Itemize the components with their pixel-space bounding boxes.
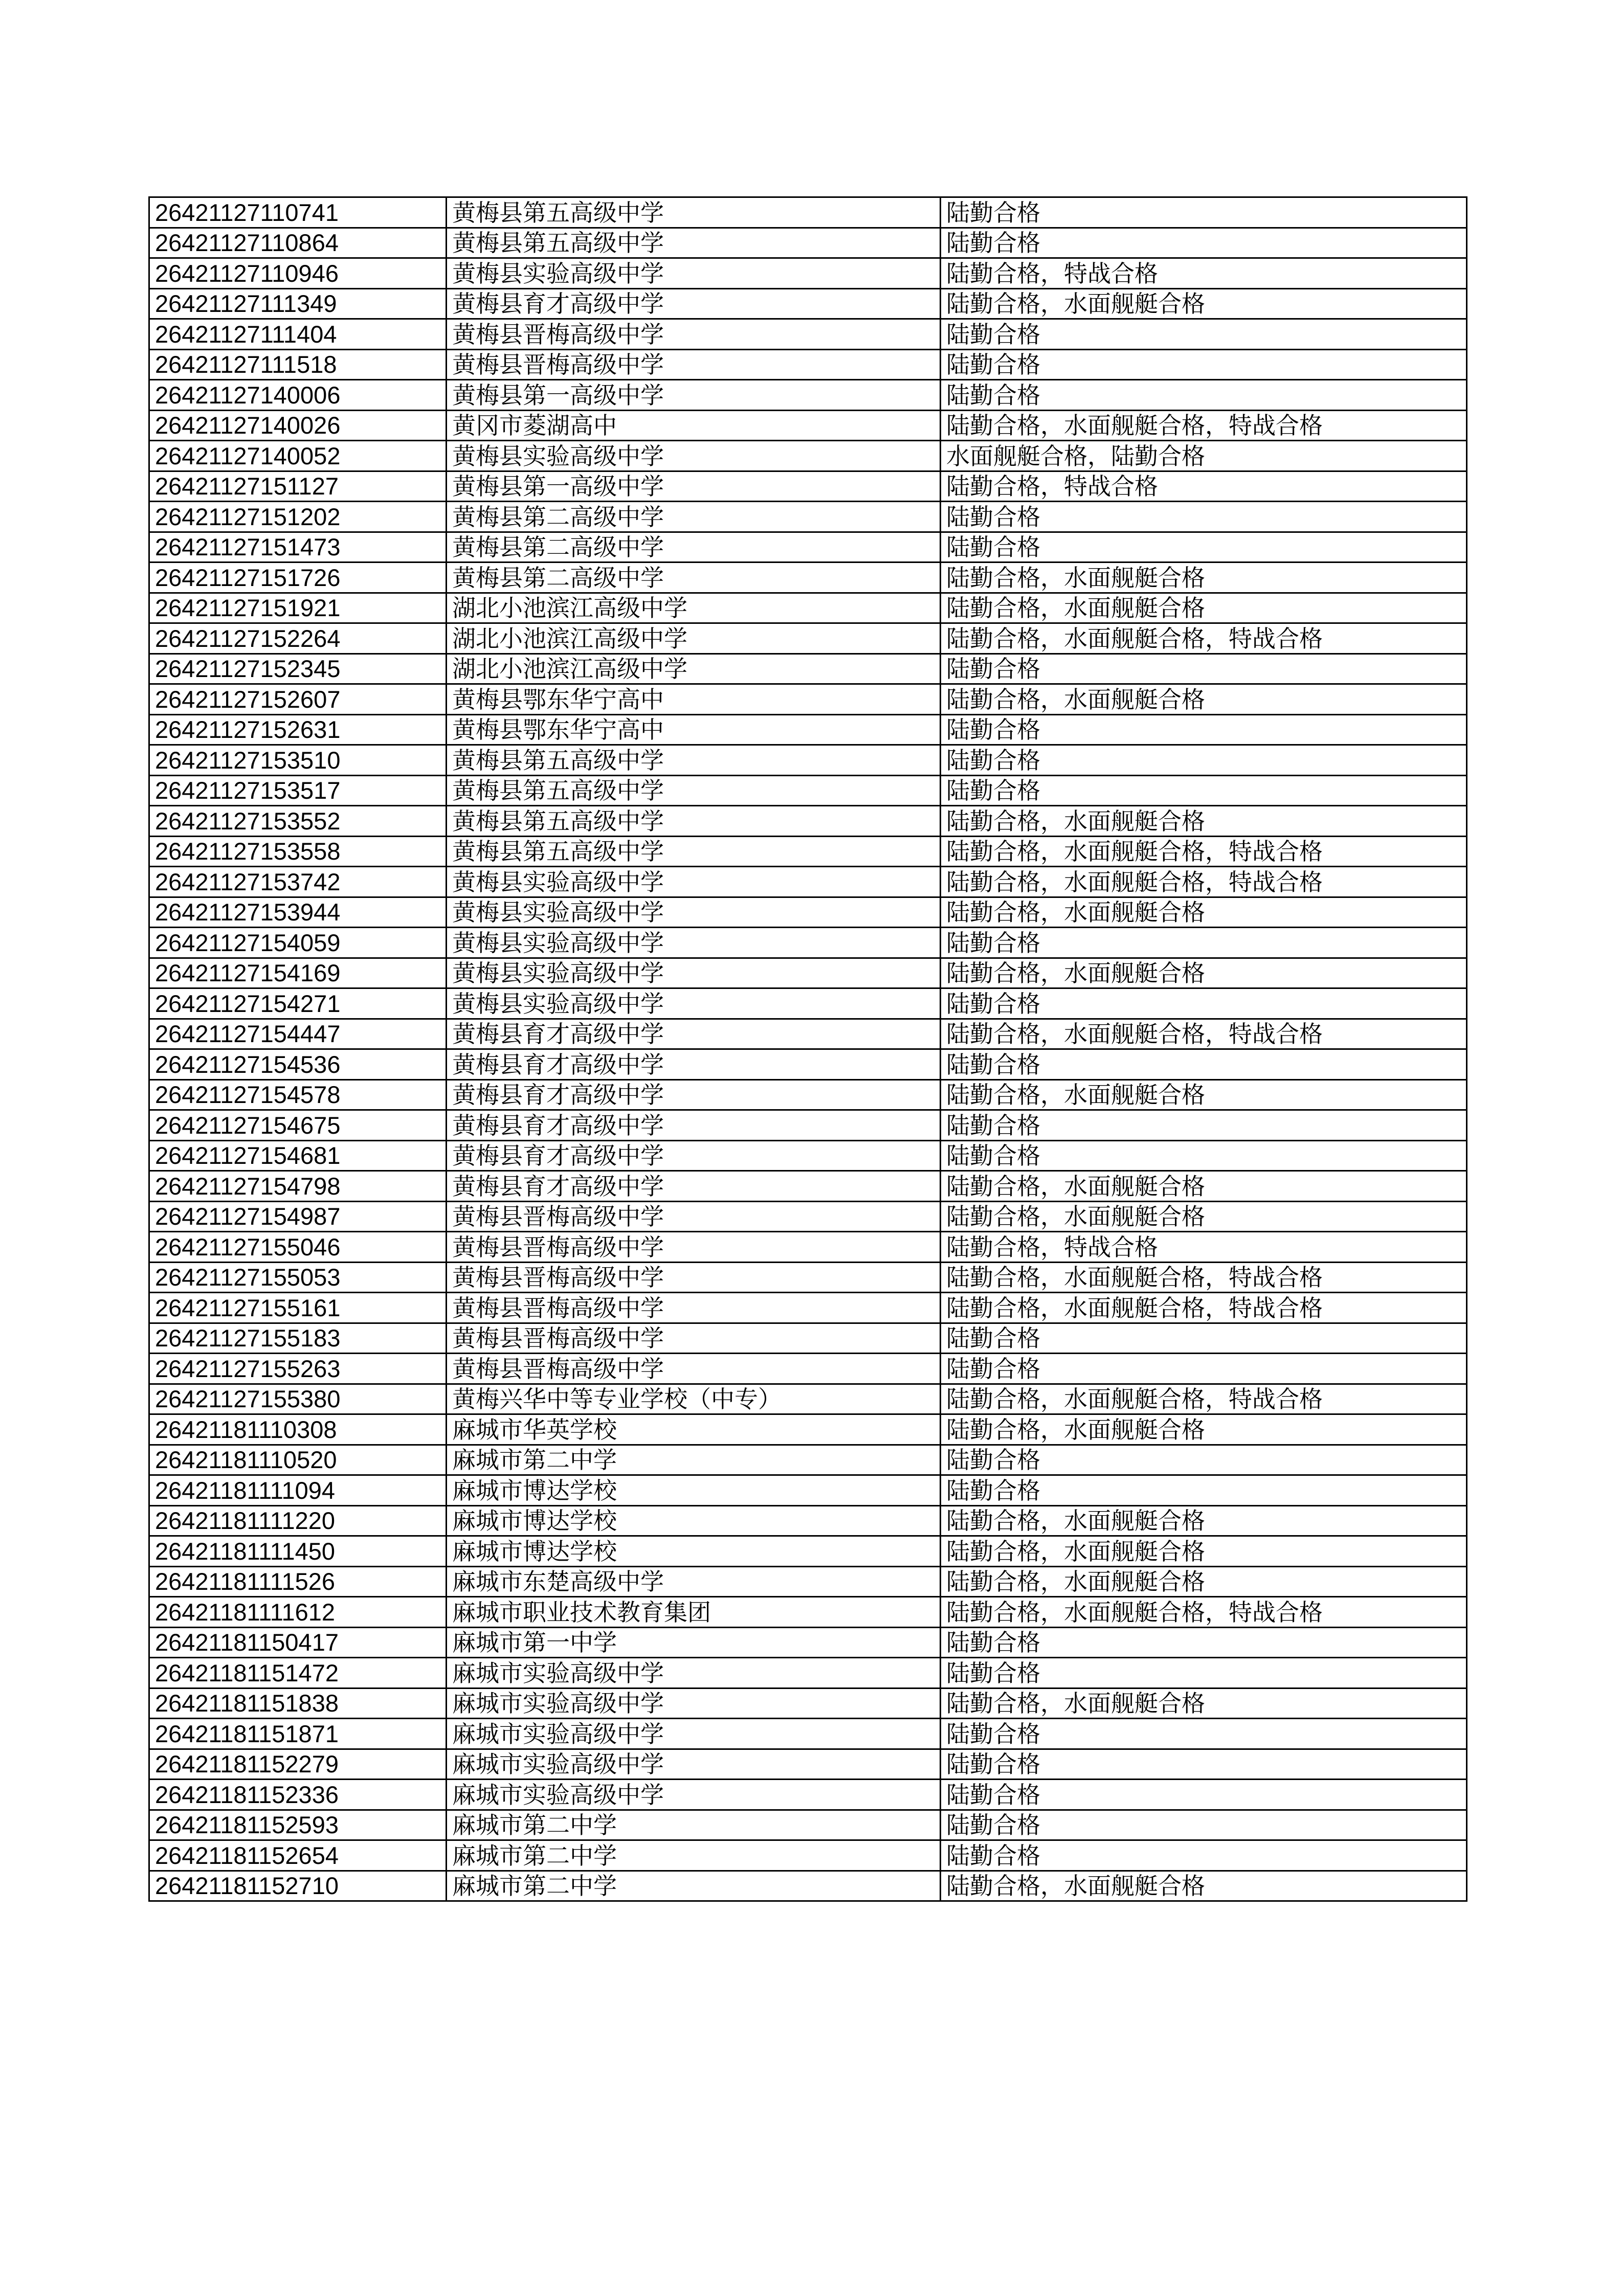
table-row xyxy=(149,806,1467,837)
table-row xyxy=(149,410,1467,441)
school-name-cell: 黄梅县实验高级中学 xyxy=(447,441,941,471)
candidate-id-cell: 26421127151921 xyxy=(149,593,447,623)
table-row xyxy=(149,1293,1467,1323)
school-name-cell: 湖北小池滨江高级中学 xyxy=(447,623,941,654)
result-cell: 陆勤合格 xyxy=(941,1719,1467,1749)
school-name-cell: 黄梅县晋梅高级中学 xyxy=(447,1293,941,1323)
table-row xyxy=(149,1384,1467,1414)
table-row xyxy=(149,1079,1467,1110)
table-row xyxy=(149,836,1467,867)
table-row xyxy=(149,1566,1467,1597)
result-cell: 陆勤合格 xyxy=(941,532,1467,562)
result-cell: 陆勤合格，水面舰艇合格，特战合格 xyxy=(941,1293,1467,1323)
table-row xyxy=(149,349,1467,380)
result-cell: 陆勤合格 xyxy=(941,502,1467,532)
candidate-id-cell: 26421127154681 xyxy=(149,1140,447,1171)
table-row xyxy=(149,1140,1467,1171)
table-row xyxy=(149,532,1467,562)
result-cell: 陆勤合格，水面舰艇合格 xyxy=(941,1566,1467,1597)
candidate-id-cell: 26421127155046 xyxy=(149,1232,447,1263)
school-name-cell: 麻城市实验高级中学 xyxy=(447,1658,941,1689)
result-cell: 陆勤合格，水面舰艇合格 xyxy=(941,1688,1467,1719)
school-name-cell: 黄梅县鄂东华宁高中 xyxy=(447,684,941,715)
school-name-cell: 麻城市第二中学 xyxy=(447,1871,941,1901)
result-cell: 陆勤合格 xyxy=(941,745,1467,776)
candidate-id-cell: 26421181111220 xyxy=(149,1505,447,1536)
result-cell: 陆勤合格 xyxy=(941,775,1467,806)
school-name-cell: 麻城市实验高级中学 xyxy=(447,1719,941,1749)
school-name-cell: 黄冈市菱湖高中 xyxy=(447,410,941,441)
table-row xyxy=(149,745,1467,776)
table-row xyxy=(149,1110,1467,1141)
school-name-cell: 黄梅县育才高级中学 xyxy=(447,1079,941,1110)
candidate-id-cell: 26421127153558 xyxy=(149,836,447,867)
result-cell: 陆勤合格，水面舰艇合格，特战合格 xyxy=(941,867,1467,897)
table-row xyxy=(149,1597,1467,1628)
candidate-id-cell: 26421127111349 xyxy=(149,288,447,319)
results-table xyxy=(148,196,1467,1902)
candidate-id-cell: 26421127152631 xyxy=(149,714,447,745)
school-name-cell: 麻城市博达学校 xyxy=(447,1536,941,1567)
candidate-id-cell: 26421181152336 xyxy=(149,1780,447,1810)
candidate-id-cell: 26421127152345 xyxy=(149,654,447,684)
table-row xyxy=(149,1323,1467,1354)
school-name-cell: 麻城市实验高级中学 xyxy=(447,1688,941,1719)
table-row xyxy=(149,502,1467,532)
candidate-id-cell: 26421127110946 xyxy=(149,258,447,289)
candidate-id-cell: 26421127140052 xyxy=(149,441,447,471)
table-row xyxy=(149,714,1467,745)
candidate-id-cell: 26421127110741 xyxy=(149,197,447,228)
table-row xyxy=(149,258,1467,289)
result-cell: 陆勤合格，水面舰艇合格，特战合格 xyxy=(941,836,1467,867)
candidate-id-cell: 26421127153552 xyxy=(149,806,447,837)
school-name-cell: 黄梅县第二高级中学 xyxy=(447,532,941,562)
table-row xyxy=(149,867,1467,897)
candidate-id-cell: 26421127154987 xyxy=(149,1201,447,1232)
table-row xyxy=(149,1536,1467,1567)
result-cell: 陆勤合格，水面舰艇合格 xyxy=(941,288,1467,319)
school-name-cell: 麻城市第二中学 xyxy=(447,1445,941,1475)
school-name-cell: 麻城市博达学校 xyxy=(447,1475,941,1506)
school-name-cell: 麻城市职业技术教育集团 xyxy=(447,1597,941,1628)
school-name-cell: 麻城市博达学校 xyxy=(447,1505,941,1536)
school-name-cell: 黄梅县育才高级中学 xyxy=(447,288,941,319)
candidate-id-cell: 26421127154169 xyxy=(149,958,447,988)
result-cell: 陆勤合格 xyxy=(941,1810,1467,1840)
candidate-id-cell: 26421127140006 xyxy=(149,380,447,411)
candidate-id-cell: 26421127155263 xyxy=(149,1354,447,1384)
table-row xyxy=(149,623,1467,654)
table-row xyxy=(149,562,1467,593)
candidate-id-cell: 26421127151202 xyxy=(149,502,447,532)
table-row xyxy=(149,958,1467,988)
school-name-cell: 黄梅县晋梅高级中学 xyxy=(447,319,941,350)
candidate-id-cell: 26421127140026 xyxy=(149,410,447,441)
result-cell: 陆勤合格，水面舰艇合格，特战合格 xyxy=(941,1262,1467,1293)
result-cell: 陆勤合格，水面舰艇合格 xyxy=(941,562,1467,593)
result-cell: 陆勤合格 xyxy=(941,228,1467,258)
school-name-cell: 黄梅县鄂东华宁高中 xyxy=(447,714,941,745)
table-row xyxy=(149,197,1467,228)
candidate-id-cell: 26421127153944 xyxy=(149,897,447,928)
candidate-id-cell: 26421127151127 xyxy=(149,471,447,502)
result-cell: 陆勤合格，水面舰艇合格 xyxy=(941,1079,1467,1110)
candidate-id-cell: 26421127154536 xyxy=(149,1049,447,1080)
table-row xyxy=(149,1505,1467,1536)
school-name-cell: 黄梅县第一高级中学 xyxy=(447,380,941,411)
candidate-id-cell: 26421127154798 xyxy=(149,1171,447,1202)
school-name-cell: 黄梅县第五高级中学 xyxy=(447,197,941,228)
table-row xyxy=(149,1658,1467,1689)
candidate-id-cell: 26421181151472 xyxy=(149,1658,447,1689)
school-name-cell: 麻城市第二中学 xyxy=(447,1840,941,1871)
candidate-id-cell: 26421181151871 xyxy=(149,1719,447,1749)
table-row xyxy=(149,775,1467,806)
table-row xyxy=(149,319,1467,350)
result-cell: 陆勤合格，水面舰艇合格，特战合格 xyxy=(941,1019,1467,1049)
result-cell: 陆勤合格，水面舰艇合格，特战合格 xyxy=(941,410,1467,441)
table-row xyxy=(149,1354,1467,1384)
candidate-id-cell: 26421181111450 xyxy=(149,1536,447,1567)
candidate-id-cell: 26421127154578 xyxy=(149,1079,447,1110)
result-cell: 陆勤合格 xyxy=(941,654,1467,684)
table-row xyxy=(149,441,1467,471)
candidate-id-cell: 26421127155380 xyxy=(149,1384,447,1414)
table-row xyxy=(149,1627,1467,1658)
result-cell: 陆勤合格 xyxy=(941,1627,1467,1658)
table-row xyxy=(149,471,1467,502)
school-name-cell: 黄梅县育才高级中学 xyxy=(447,1049,941,1080)
result-cell: 陆勤合格，水面舰艇合格 xyxy=(941,684,1467,715)
candidate-id-cell: 26421181111526 xyxy=(149,1566,447,1597)
candidate-id-cell: 26421127155161 xyxy=(149,1293,447,1323)
candidate-id-cell: 26421127110864 xyxy=(149,228,447,258)
result-cell: 陆勤合格 xyxy=(941,1658,1467,1689)
school-name-cell: 黄梅兴华中等专业学校（中专） xyxy=(447,1384,941,1414)
school-name-cell: 黄梅县第二高级中学 xyxy=(447,562,941,593)
school-name-cell: 麻城市第一中学 xyxy=(447,1627,941,1658)
result-cell: 陆勤合格 xyxy=(941,197,1467,228)
school-name-cell: 黄梅县晋梅高级中学 xyxy=(447,1262,941,1293)
candidate-id-cell: 26421181110520 xyxy=(149,1445,447,1475)
school-name-cell: 黄梅县育才高级中学 xyxy=(447,1110,941,1141)
school-name-cell: 麻城市东楚高级中学 xyxy=(447,1566,941,1597)
result-cell: 陆勤合格 xyxy=(941,1840,1467,1871)
table-row xyxy=(149,1871,1467,1901)
result-cell: 陆勤合格，水面舰艇合格 xyxy=(941,1536,1467,1567)
result-cell: 陆勤合格，水面舰艇合格，特战合格 xyxy=(941,1597,1467,1628)
candidate-id-cell: 26421127152264 xyxy=(149,623,447,654)
result-cell: 陆勤合格，水面舰艇合格 xyxy=(941,1171,1467,1202)
result-cell: 陆勤合格 xyxy=(941,1445,1467,1475)
candidate-id-cell: 26421127111404 xyxy=(149,319,447,350)
school-name-cell: 黄梅县晋梅高级中学 xyxy=(447,349,941,380)
result-cell: 陆勤合格，水面舰艇合格 xyxy=(941,1414,1467,1445)
table-row xyxy=(149,1719,1467,1749)
result-cell: 陆勤合格 xyxy=(941,1780,1467,1810)
table-row xyxy=(149,1840,1467,1871)
table-row xyxy=(149,988,1467,1019)
result-cell: 陆勤合格 xyxy=(941,380,1467,411)
table-row xyxy=(149,684,1467,715)
result-cell: 陆勤合格 xyxy=(941,1323,1467,1354)
result-cell: 陆勤合格，特战合格 xyxy=(941,471,1467,502)
candidate-id-cell: 26421181111612 xyxy=(149,1597,447,1628)
school-name-cell: 黄梅县第五高级中学 xyxy=(447,228,941,258)
school-name-cell: 黄梅县实验高级中学 xyxy=(447,897,941,928)
school-name-cell: 黄梅县晋梅高级中学 xyxy=(447,1232,941,1263)
candidate-id-cell: 26421127154059 xyxy=(149,928,447,958)
table-row xyxy=(149,1810,1467,1840)
result-cell: 陆勤合格，水面舰艇合格 xyxy=(941,958,1467,988)
table-row xyxy=(149,1232,1467,1263)
table-row xyxy=(149,1019,1467,1049)
candidate-id-cell: 26421127111518 xyxy=(149,349,447,380)
school-name-cell: 黄梅县第二高级中学 xyxy=(447,502,941,532)
candidate-id-cell: 26421181152279 xyxy=(149,1749,447,1780)
result-cell: 陆勤合格，水面舰艇合格 xyxy=(941,897,1467,928)
result-cell: 陆勤合格，水面舰艇合格 xyxy=(941,806,1467,837)
table-row xyxy=(149,928,1467,958)
candidate-id-cell: 26421127155053 xyxy=(149,1262,447,1293)
result-cell: 陆勤合格，水面舰艇合格，特战合格 xyxy=(941,1384,1467,1414)
school-name-cell: 黄梅县第一高级中学 xyxy=(447,471,941,502)
result-cell: 陆勤合格 xyxy=(941,1749,1467,1780)
result-cell: 陆勤合格 xyxy=(941,349,1467,380)
table-row xyxy=(149,380,1467,411)
school-name-cell: 黄梅县晋梅高级中学 xyxy=(447,1323,941,1354)
result-cell: 陆勤合格，特战合格 xyxy=(941,1232,1467,1263)
candidate-id-cell: 26421127151473 xyxy=(149,532,447,562)
result-cell: 水面舰艇合格，陆勤合格 xyxy=(941,441,1467,471)
table-row xyxy=(149,1262,1467,1293)
result-cell: 陆勤合格，特战合格 xyxy=(941,258,1467,289)
candidate-id-cell: 26421127152607 xyxy=(149,684,447,715)
candidate-id-cell: 26421127151726 xyxy=(149,562,447,593)
school-name-cell: 黄梅县实验高级中学 xyxy=(447,988,941,1019)
table-row xyxy=(149,593,1467,623)
table-row xyxy=(149,1171,1467,1202)
table-row xyxy=(149,1049,1467,1080)
table-row xyxy=(149,1749,1467,1780)
candidate-id-cell: 26421127154271 xyxy=(149,988,447,1019)
school-name-cell: 黄梅县第五高级中学 xyxy=(447,775,941,806)
result-cell: 陆勤合格 xyxy=(941,988,1467,1019)
result-cell: 陆勤合格，水面舰艇合格，特战合格 xyxy=(941,623,1467,654)
candidate-id-cell: 26421181152654 xyxy=(149,1840,447,1871)
candidate-id-cell: 26421127154447 xyxy=(149,1019,447,1049)
candidate-id-cell: 26421127154675 xyxy=(149,1110,447,1141)
table-row xyxy=(149,1780,1467,1810)
school-name-cell: 湖北小池滨江高级中学 xyxy=(447,654,941,684)
result-cell: 陆勤合格 xyxy=(941,928,1467,958)
candidate-id-cell: 26421181152593 xyxy=(149,1810,447,1840)
result-cell: 陆勤合格，水面舰艇合格 xyxy=(941,593,1467,623)
candidate-id-cell: 26421181150417 xyxy=(149,1627,447,1658)
result-cell: 陆勤合格 xyxy=(941,319,1467,350)
result-cell: 陆勤合格 xyxy=(941,1110,1467,1141)
school-name-cell: 黄梅县晋梅高级中学 xyxy=(447,1201,941,1232)
results-table-body xyxy=(149,197,1467,1901)
table-row xyxy=(149,1414,1467,1445)
table-row xyxy=(149,1475,1467,1506)
table-row xyxy=(149,1201,1467,1232)
result-cell: 陆勤合格 xyxy=(941,1354,1467,1384)
table-row xyxy=(149,897,1467,928)
candidate-id-cell: 26421181111094 xyxy=(149,1475,447,1506)
table-row xyxy=(149,1688,1467,1719)
candidate-id-cell: 26421127155183 xyxy=(149,1323,447,1354)
result-cell: 陆勤合格 xyxy=(941,1140,1467,1171)
candidate-id-cell: 26421181152710 xyxy=(149,1871,447,1901)
result-cell: 陆勤合格 xyxy=(941,1049,1467,1080)
candidate-id-cell: 26421127153742 xyxy=(149,867,447,897)
school-name-cell: 黄梅县第五高级中学 xyxy=(447,836,941,867)
candidate-id-cell: 26421127153510 xyxy=(149,745,447,776)
table-row xyxy=(149,228,1467,258)
school-name-cell: 黄梅县育才高级中学 xyxy=(447,1140,941,1171)
result-cell: 陆勤合格，水面舰艇合格 xyxy=(941,1201,1467,1232)
table-row xyxy=(149,654,1467,684)
school-name-cell: 麻城市华英学校 xyxy=(447,1414,941,1445)
school-name-cell: 黄梅县实验高级中学 xyxy=(447,867,941,897)
result-cell: 陆勤合格 xyxy=(941,1475,1467,1506)
school-name-cell: 麻城市实验高级中学 xyxy=(447,1749,941,1780)
school-name-cell: 麻城市实验高级中学 xyxy=(447,1780,941,1810)
candidate-id-cell: 26421127153517 xyxy=(149,775,447,806)
school-name-cell: 黄梅县晋梅高级中学 xyxy=(447,1354,941,1384)
table-row xyxy=(149,1445,1467,1475)
result-cell: 陆勤合格 xyxy=(941,714,1467,745)
school-name-cell: 黄梅县育才高级中学 xyxy=(447,1171,941,1202)
school-name-cell: 黄梅县实验高级中学 xyxy=(447,958,941,988)
result-cell: 陆勤合格，水面舰艇合格 xyxy=(941,1871,1467,1901)
school-name-cell: 黄梅县第五高级中学 xyxy=(447,745,941,776)
candidate-id-cell: 26421181151838 xyxy=(149,1688,447,1719)
school-name-cell: 黄梅县实验高级中学 xyxy=(447,928,941,958)
school-name-cell: 麻城市第二中学 xyxy=(447,1810,941,1840)
school-name-cell: 黄梅县育才高级中学 xyxy=(447,1019,941,1049)
school-name-cell: 湖北小池滨江高级中学 xyxy=(447,593,941,623)
candidate-id-cell: 26421181110308 xyxy=(149,1414,447,1445)
table-row xyxy=(149,288,1467,319)
school-name-cell: 黄梅县实验高级中学 xyxy=(447,258,941,289)
school-name-cell: 黄梅县第五高级中学 xyxy=(447,806,941,837)
result-cell: 陆勤合格，水面舰艇合格 xyxy=(941,1505,1467,1536)
